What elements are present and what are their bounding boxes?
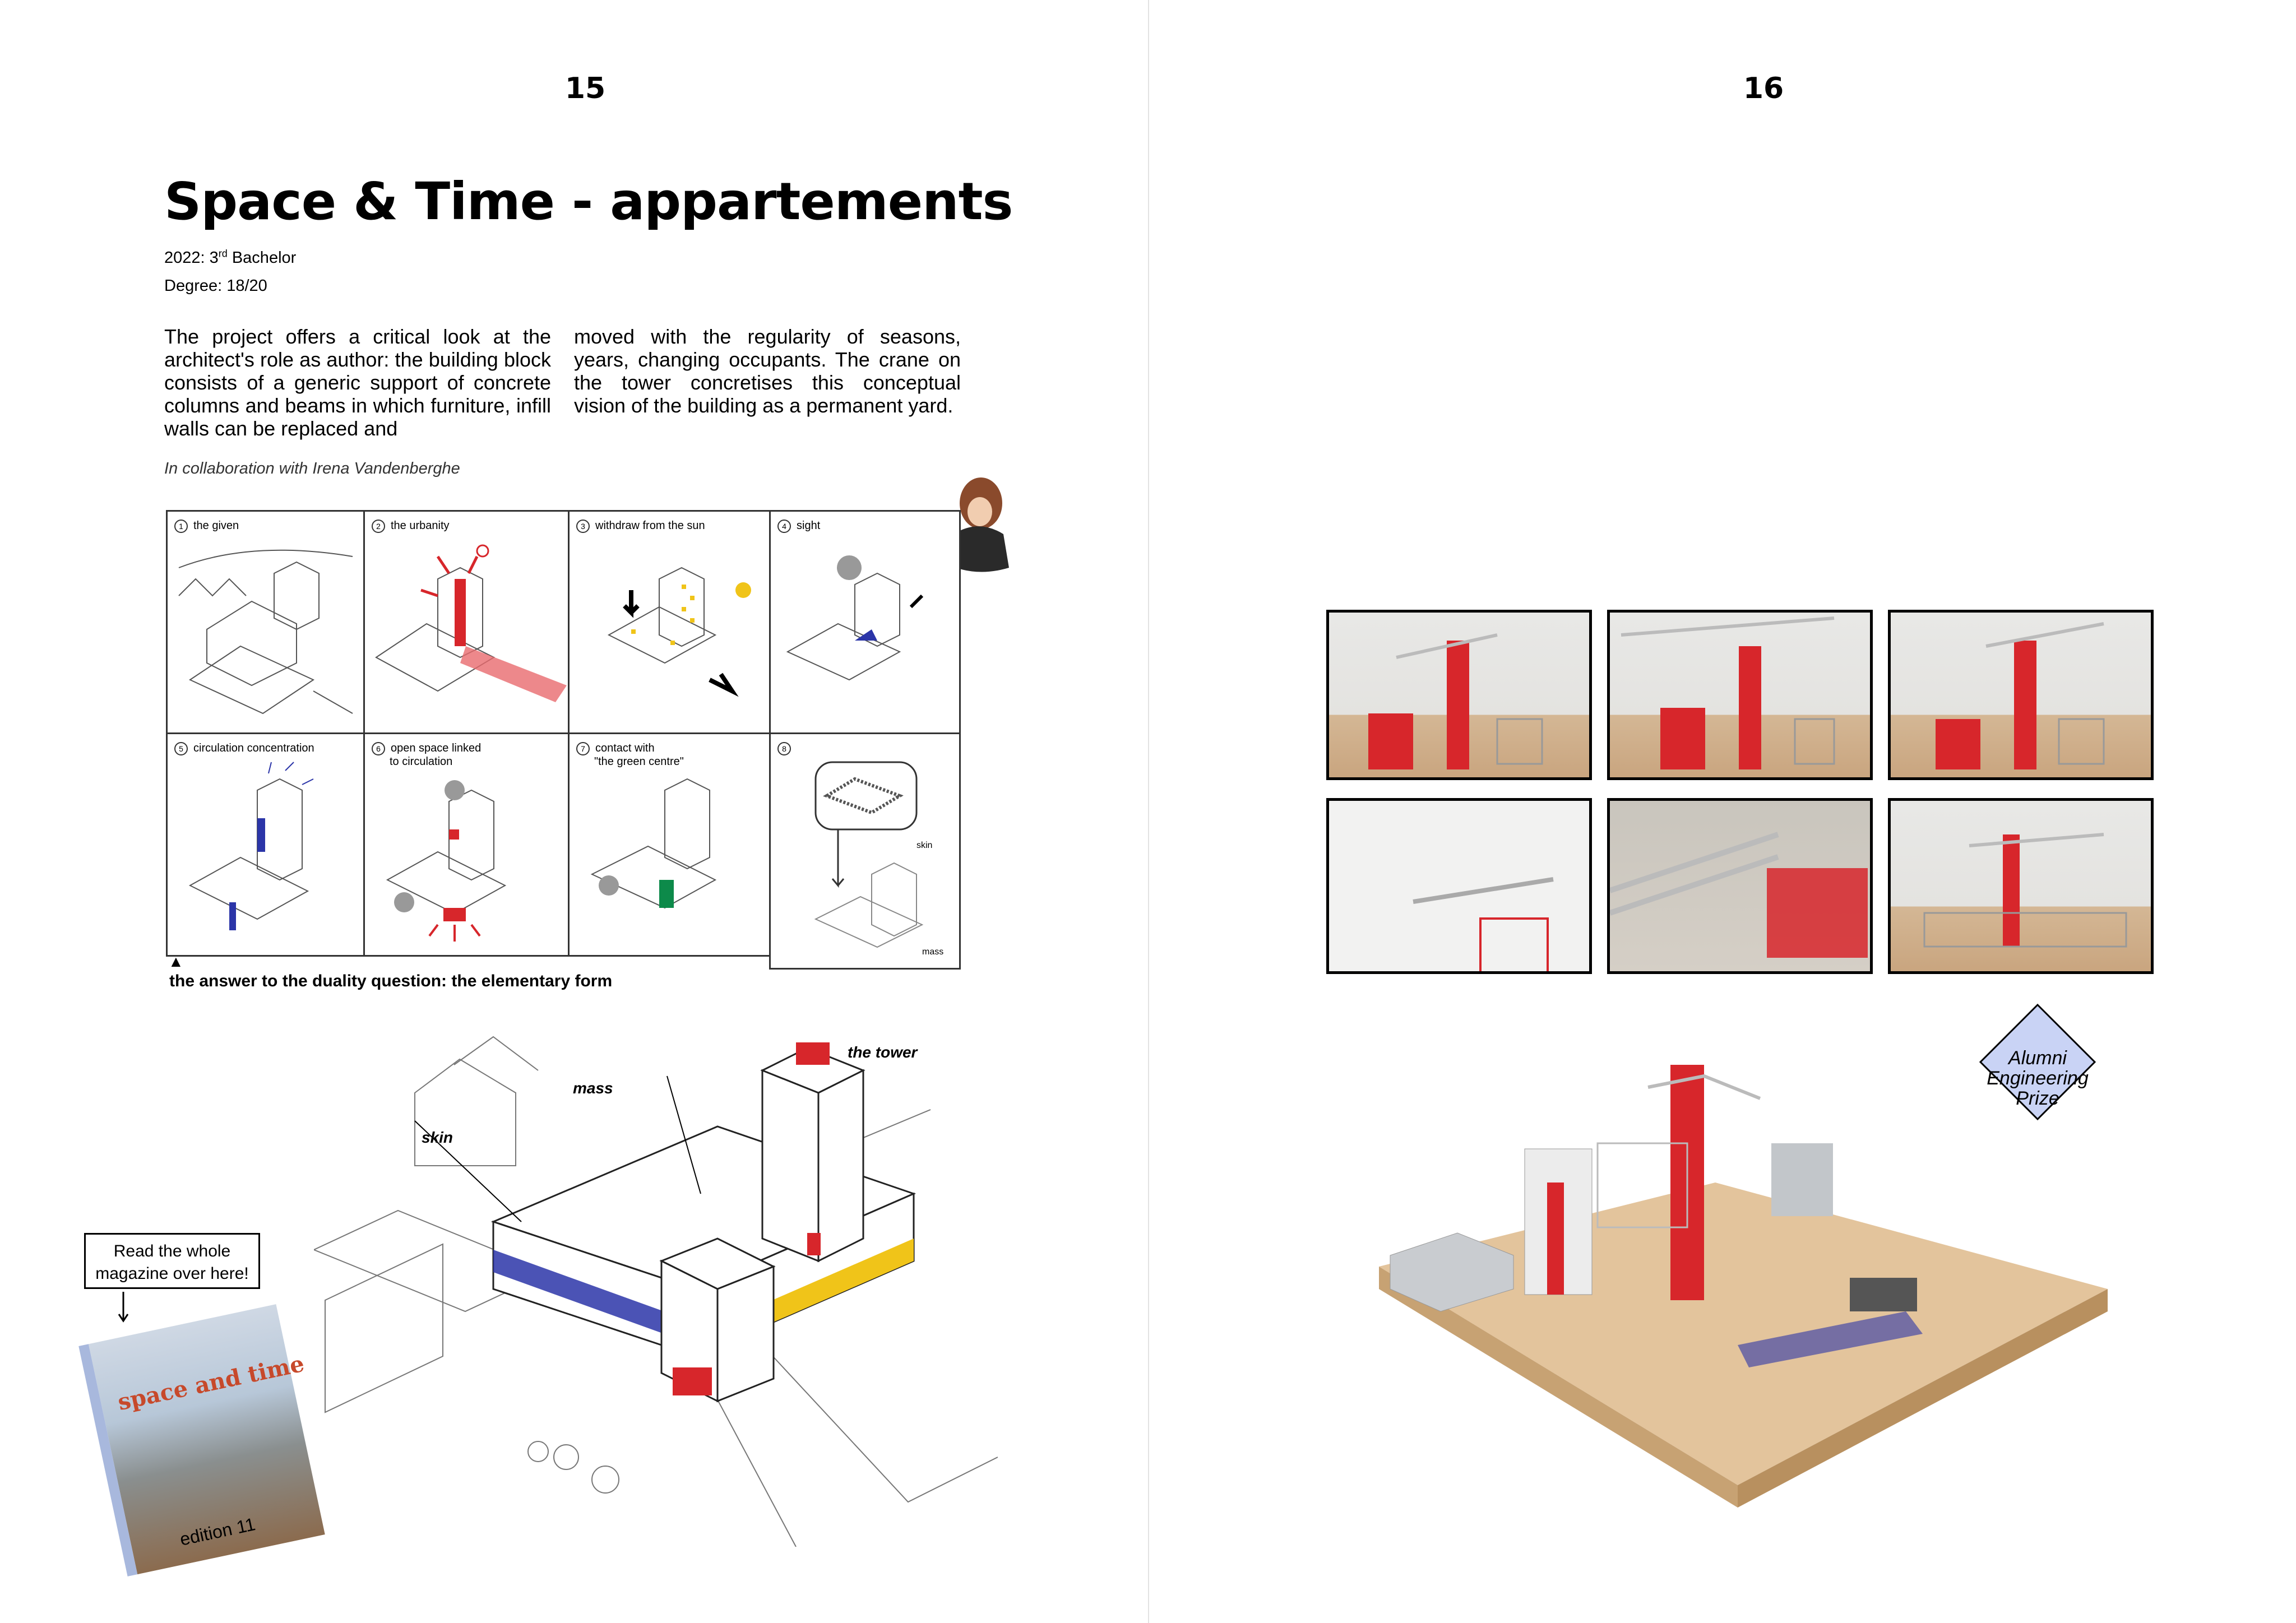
photo-2-image (1610, 613, 1873, 780)
diagram-cell-7 (568, 732, 771, 957)
photo-6-image (1891, 801, 2154, 974)
model-photo-4 (1326, 798, 1592, 974)
cell-8-number: 8 (777, 742, 791, 755)
cell-1-label (174, 520, 239, 533)
diagram-cell-2 (363, 510, 570, 734)
axo-mass-label: mass (573, 1079, 613, 1097)
magazine-edition: edition 11 (178, 1514, 257, 1550)
cell-8-mass-label: mass (922, 947, 944, 957)
cell-8-label (777, 742, 797, 755)
cell-1-number: 1 (174, 520, 188, 533)
cell-4-label (777, 520, 820, 533)
prize-line-1: Alumni (2008, 1047, 2067, 1069)
year-prefix: 2022: 3 (164, 249, 219, 267)
cell-2-number: 2 (372, 520, 385, 533)
the-given-drawing (168, 534, 365, 734)
cell-1-text: the given (193, 520, 239, 532)
year-line (164, 249, 296, 267)
prize-line-3: Prize (2016, 1088, 2059, 1109)
photo-1-image (1329, 613, 1592, 780)
photo-3-image (1891, 613, 2154, 780)
cell-3-number: 3 (576, 520, 590, 533)
model-photo-6 (1888, 798, 2154, 974)
open-space-drawing (365, 757, 570, 957)
axo-tower-label: the tower (848, 1044, 918, 1061)
diagram-cell-6 (363, 732, 570, 957)
read-magazine-line-2: magazine over here! (95, 1264, 249, 1283)
cell-7-text-2: "the green centre" (594, 755, 684, 768)
project-title: Space & Time - appartements (164, 171, 1013, 231)
cell-4-text: sight (797, 520, 821, 532)
cell-6-text-2: to circulation (390, 755, 453, 768)
collaboration-note: In collaboration with Irena Vandenberghe (164, 460, 460, 477)
cell-6-number: 6 (372, 742, 385, 755)
cell-6-text: open space linked (391, 742, 482, 754)
diagram-cell-4 (769, 510, 961, 734)
cell-8-skin-label: skin (916, 841, 933, 850)
cell-7-number: 7 (576, 742, 590, 755)
cell-7-text: contact with (595, 742, 655, 754)
diagram-caption: the answer to the duality question: the elementary form (169, 972, 613, 990)
magazine-title: space and time (115, 1350, 307, 1416)
cell-5-text: circulation concentration (193, 742, 314, 754)
cell-3-label (576, 520, 705, 533)
degree-line: Degree: 18/20 (164, 277, 267, 295)
model-photo-1 (1326, 610, 1592, 780)
withdraw-sun-drawing (570, 534, 771, 734)
diagram-cell-5 (166, 732, 365, 957)
read-magazine-line-1: Read the whole (113, 1242, 231, 1260)
cell-5-number: 5 (174, 742, 188, 755)
paragraph-column-1: The project offers a critical look at the architect's role as author: the building block consists of a generic support of concrete columns and beams in which furniture, infill walls can be replaced and (164, 325, 551, 440)
read-magazine-link[interactable] (84, 1233, 260, 1289)
cell-2-text: the urbanity (391, 520, 450, 532)
axo-skin-label: skin (422, 1129, 453, 1146)
model-photo-2 (1607, 610, 1873, 780)
urbanity-drawing (365, 534, 570, 734)
paragraph-column-2: moved with the regularity of seasons, years, changing occupants. The crane on the tower concretises this conceptual vision of the building as a permanent yard. (574, 325, 961, 417)
sight-drawing (771, 534, 961, 734)
page-number-right: 16 (1743, 72, 1784, 105)
model-photo-5 (1607, 798, 1873, 974)
axonometric-drawing (314, 1009, 998, 1547)
caption-arrow: ▲ (168, 953, 184, 970)
diagram-cell-1 (166, 510, 365, 734)
diagram-cell-3 (568, 510, 771, 734)
diagram-grid (166, 510, 961, 970)
cell-4-number: 4 (777, 520, 791, 533)
page-number-left: 15 (564, 72, 606, 105)
down-arrow-icon (118, 1292, 129, 1325)
model-photo-large (1357, 1054, 2119, 1547)
model-photo-3 (1888, 610, 2154, 780)
circulation-drawing (168, 757, 365, 957)
year-suffix: Bachelor (227, 249, 297, 267)
photo-5-image (1610, 801, 1873, 974)
cell-2-label (372, 520, 450, 533)
contact-green-drawing (570, 757, 771, 957)
year-sup: rd (218, 248, 228, 259)
prize-line-2: Engineering (1987, 1068, 2089, 1089)
cell-3-text: withdraw from the sun (595, 520, 705, 532)
diagram-cell-8 (769, 732, 961, 970)
cell-5-label (174, 742, 314, 755)
photo-4-image (1329, 801, 1592, 974)
skin-mass-drawing (771, 757, 961, 970)
